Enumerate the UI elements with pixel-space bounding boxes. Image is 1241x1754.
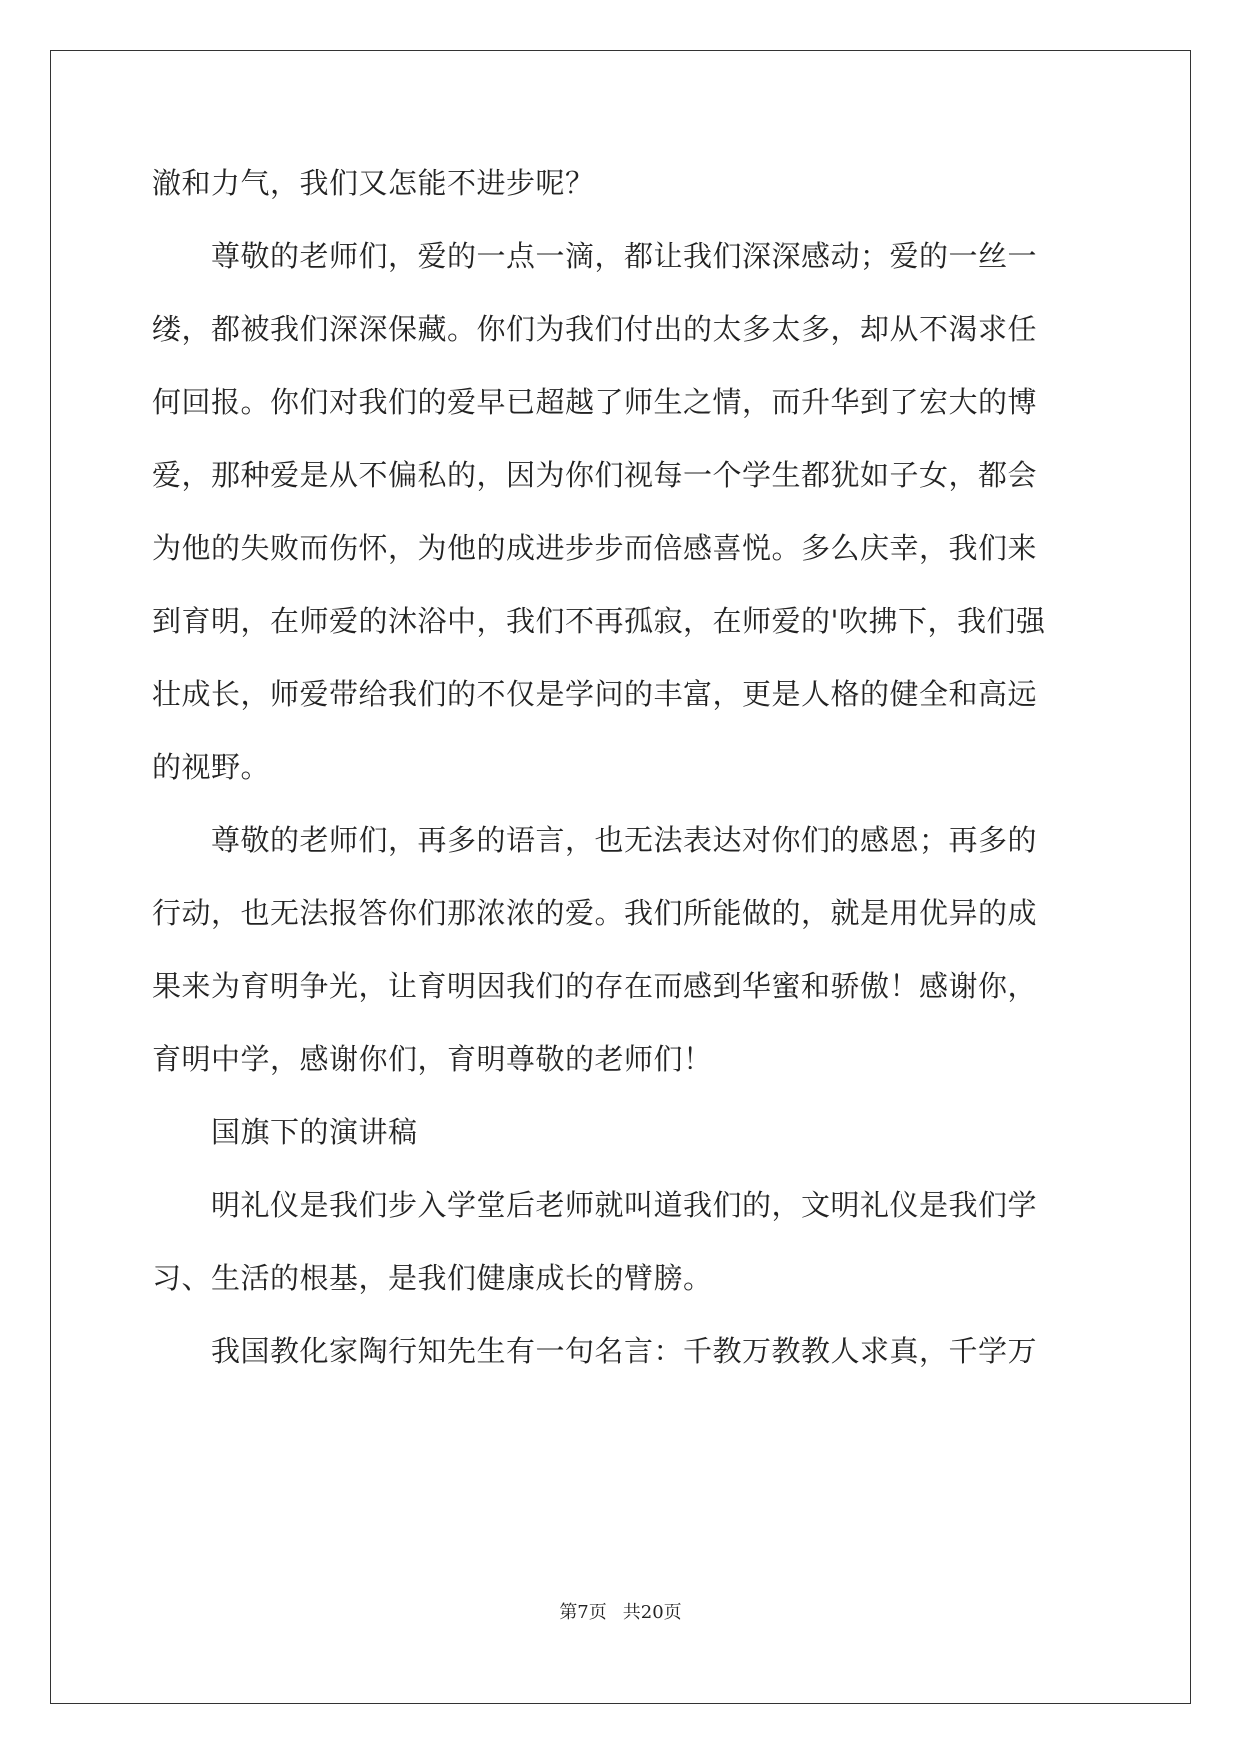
text-line: 缕，都被我们深深保藏。你们为我们付出的太多太多，却从不渴求任: [152, 312, 1038, 346]
text-line: 何回报。你们对我们的爱早已超越了师生之情，而升华到了宏大的博: [152, 385, 1038, 419]
text-line: 果来为育明争光，让育明因我们的存在而感到华蜜和骄傲！感谢你，: [152, 969, 1038, 1003]
text-line: 澈和力气，我们又怎能不进步呢？: [152, 166, 595, 200]
text-line: 为他的失败而伤怀，为他的成进步步而倍感喜悦。多么庆幸，我们来: [152, 531, 1038, 565]
page-number: 第7页: [559, 1602, 607, 1623]
text-line: 到育明，在师爱的沐浴中，我们不再孤寂，在师爱的'吹拂下，我们强: [152, 604, 1046, 638]
page-border: [50, 50, 1191, 1704]
text-line: 育明中学，感谢你们，育明尊敬的老师们！: [152, 1042, 713, 1076]
page-footer: [0, 1598, 1241, 1624]
text-line: 我国教化家陶行知先生有一句名言：千教万教教人求真，千学万: [152, 1334, 1038, 1368]
text-line: 行动，也无法报答你们那浓浓的爱。我们所能做的，就是用优异的成: [152, 896, 1038, 930]
section-heading: 国旗下的演讲稿: [152, 1115, 418, 1149]
text-line: 尊敬的老师们，爱的一点一滴，都让我们深深感动；爱的一丝一: [152, 239, 1038, 273]
text-line: 尊敬的老师们，再多的语言，也无法表达对你们的感恩；再多的: [152, 823, 1038, 857]
text-line: 壮成长，师爱带给我们的不仅是学问的丰富，更是人格的健全和高远: [152, 677, 1038, 711]
text-line: 爱，那种爱是从不偏私的，因为你们视每一个学生都犹如子女，都会: [152, 458, 1038, 492]
text-line: 习、生活的根基，是我们健康成长的臂膀。: [152, 1261, 713, 1295]
text-line: 明礼仪是我们步入学堂后老师就叫道我们的，文明礼仪是我们学: [152, 1188, 1038, 1222]
page-total: 共20页: [622, 1602, 682, 1623]
text-line: 的视野。: [152, 750, 271, 784]
